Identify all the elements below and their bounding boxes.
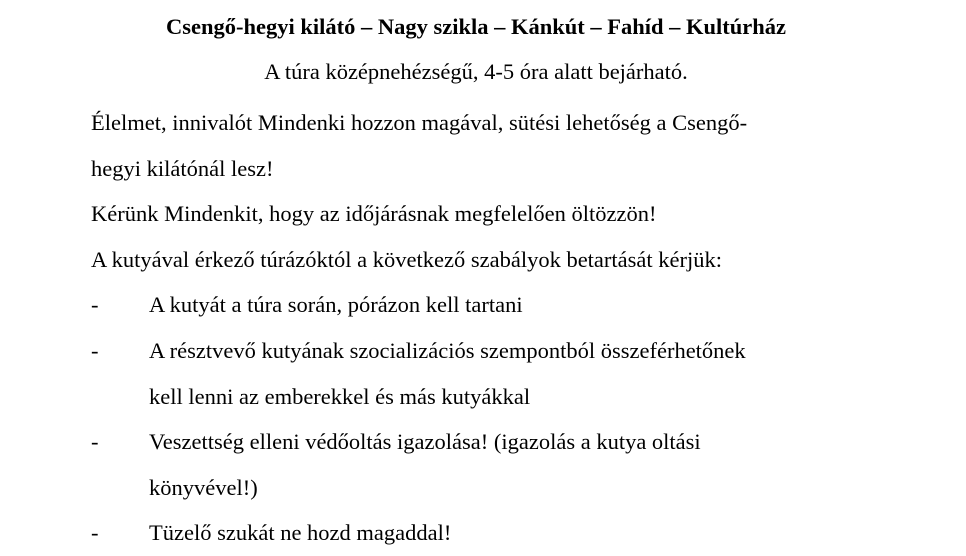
dog-rule-text-continued: könyvével!) (149, 474, 258, 500)
dog-rule-item (91, 328, 861, 419)
dog-rule-text: Veszettség elleni védőoltás igazolása! (igazolás a kutya oltási (149, 429, 701, 455)
dog-rule-item (91, 510, 861, 556)
dog-rule-item (91, 282, 861, 328)
paragraph-clothing: Kérünk Mindenkit, hogy az időjárásnak megfelelően öltözzön! (91, 201, 657, 227)
paragraph-food-line-2: hegyi kilátónál lesz! (91, 155, 274, 181)
dog-rule-text-continued: kell lenni az emberekkel és más kutyákkal (149, 383, 531, 409)
paragraph-dog-rules-intro: A kutyával érkező túrázóktól a következő szabályok betartását kérjük: (91, 246, 722, 272)
document-page (91, 10, 861, 556)
dog-rule-text: A résztvevő kutyának szocializációs szempontból összeférhetőnek (149, 337, 746, 363)
document-title: Csengő-hegyi kilátó – Nagy szikla – Kánkút – Fahíd – Kultúrház (165, 14, 787, 39)
document-subtitle: A túra középnehézségű, 4-5 óra alatt bejárható. (264, 59, 688, 84)
dog-rule-text: Tüzelő szukát ne hozd magaddal! (149, 520, 452, 546)
dog-rule-text: A kutyát a túra során, pórázon kell tartani (149, 292, 523, 318)
bullet-dash: - (91, 292, 99, 318)
paragraph-food-line-1: Élelmet, innivalót Mindenki hozzon magával, sütési lehetőség a Csengő- (91, 110, 748, 135)
bullet-dash: - (91, 337, 99, 363)
bullet-dash: - (91, 520, 99, 546)
bullet-dash: - (91, 429, 99, 455)
dog-rule-item (91, 419, 861, 510)
